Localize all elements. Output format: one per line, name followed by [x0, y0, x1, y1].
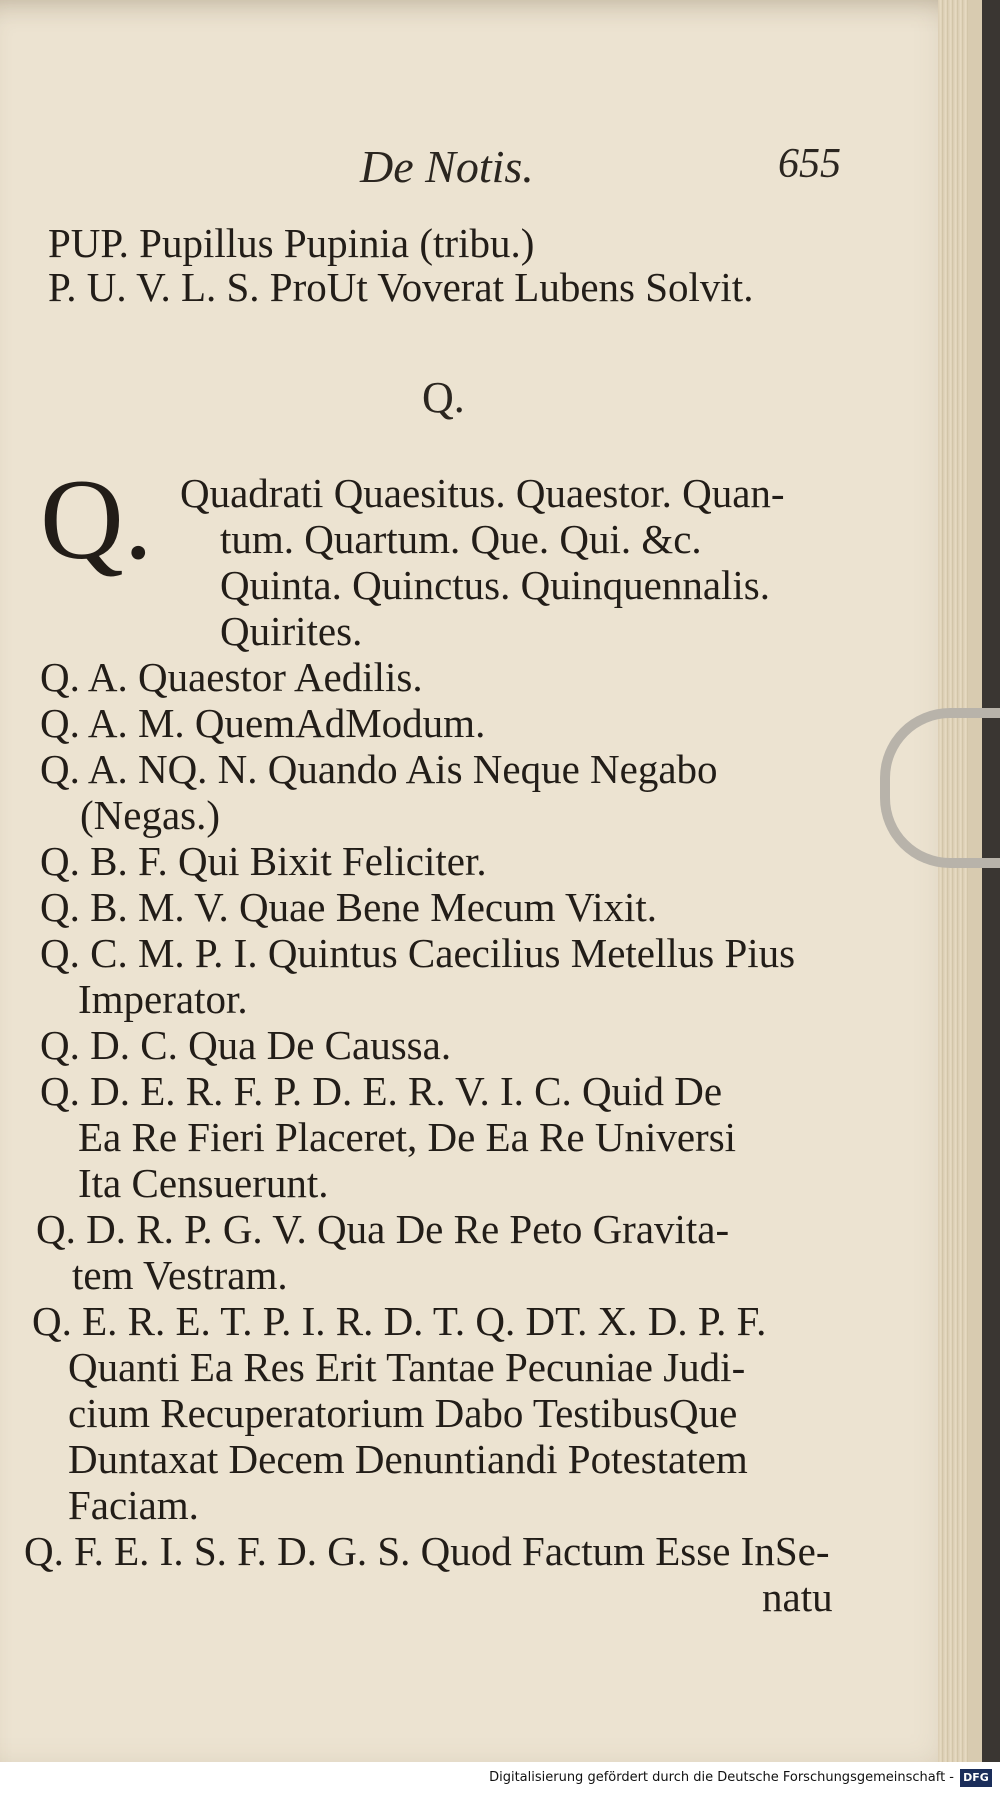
footer-credit: Digitalisierung gefördert durch die Deutsche Forschungsgemeinschaft -: [489, 1770, 954, 1785]
entry-line: Q. D. C. Qua De Caussa.: [40, 1022, 452, 1068]
entry-line: Q. B. M. V. Quae Bene Mecum Vixit.: [40, 884, 658, 930]
entry-line: Q. C. M. P. I. Quintus Caecilius Metellus Pius: [40, 930, 796, 976]
entry-line: Q. B. F. Qui Bixit Feliciter.: [40, 838, 487, 884]
page-clip: [880, 708, 1000, 868]
entry-line: Q. F. E. I. S. F. D. G. S. Quod Factum Esse InSe-: [24, 1528, 830, 1574]
entry-line: PUP. Pupillus Pupinia (tribu.): [48, 220, 535, 266]
dfg-logo: DFG: [960, 1769, 992, 1787]
entry-line: Quirites.: [220, 608, 363, 654]
page-header: [0, 140, 968, 200]
page-edge: [938, 0, 968, 1762]
entry-line: Q. D. R. P. G. V. Qua De Re Peto Gravita-: [36, 1206, 730, 1252]
entry-line: Q. A. NQ. N. Quando Ais Neque Negabo: [40, 746, 718, 792]
entry-line: (Negas.): [80, 792, 221, 838]
entry-line: cium Recuperatorium Dabo TestibusQue: [68, 1390, 738, 1436]
entry-line: Duntaxat Decem Denuntiandi Potestatem: [68, 1436, 748, 1482]
entry-line: Ea Re Fieri Placeret, De Ea Re Universi: [78, 1114, 737, 1160]
entry-line: Quadrati Quaesitus. Quaestor. Quan-: [180, 470, 785, 516]
running-head: De Notis.: [360, 141, 534, 192]
entry-line: Quanti Ea Res Erit Tantae Pecuniae Judi-: [68, 1344, 746, 1390]
entry-line: Q. A. Quaestor Aedilis.: [40, 654, 423, 700]
entry-line: tem Vestram.: [72, 1252, 288, 1298]
dropcap: Q.: [40, 456, 153, 584]
entry-line: P. U. V. L. S. ProUt Voverat Lubens Solvit.: [48, 264, 754, 310]
entry-line: Q. E. R. E. T. P. I. R. D. T. Q. DT. X. D. P. F.: [32, 1298, 767, 1344]
entry-line: Faciam.: [68, 1482, 199, 1528]
page-number: 655: [778, 141, 841, 187]
entry-line: Ita Censuerunt.: [78, 1160, 329, 1206]
entry-line: Q. A. M. QuemAdModum.: [40, 700, 486, 746]
entry-line: Quinta. Quinctus. Quinquennalis.: [220, 562, 771, 608]
section-letter: Q.: [422, 373, 465, 422]
entry-line: Imperator.: [78, 976, 248, 1022]
footer-bar: [0, 1762, 1000, 1796]
entry-line: tum. Quartum. Que. Qui. &c.: [220, 516, 702, 562]
entry-line: Q. D. E. R. F. P. D. E. R. V. I. C. Quid De: [40, 1068, 723, 1114]
entry-line: natu: [762, 1574, 833, 1620]
